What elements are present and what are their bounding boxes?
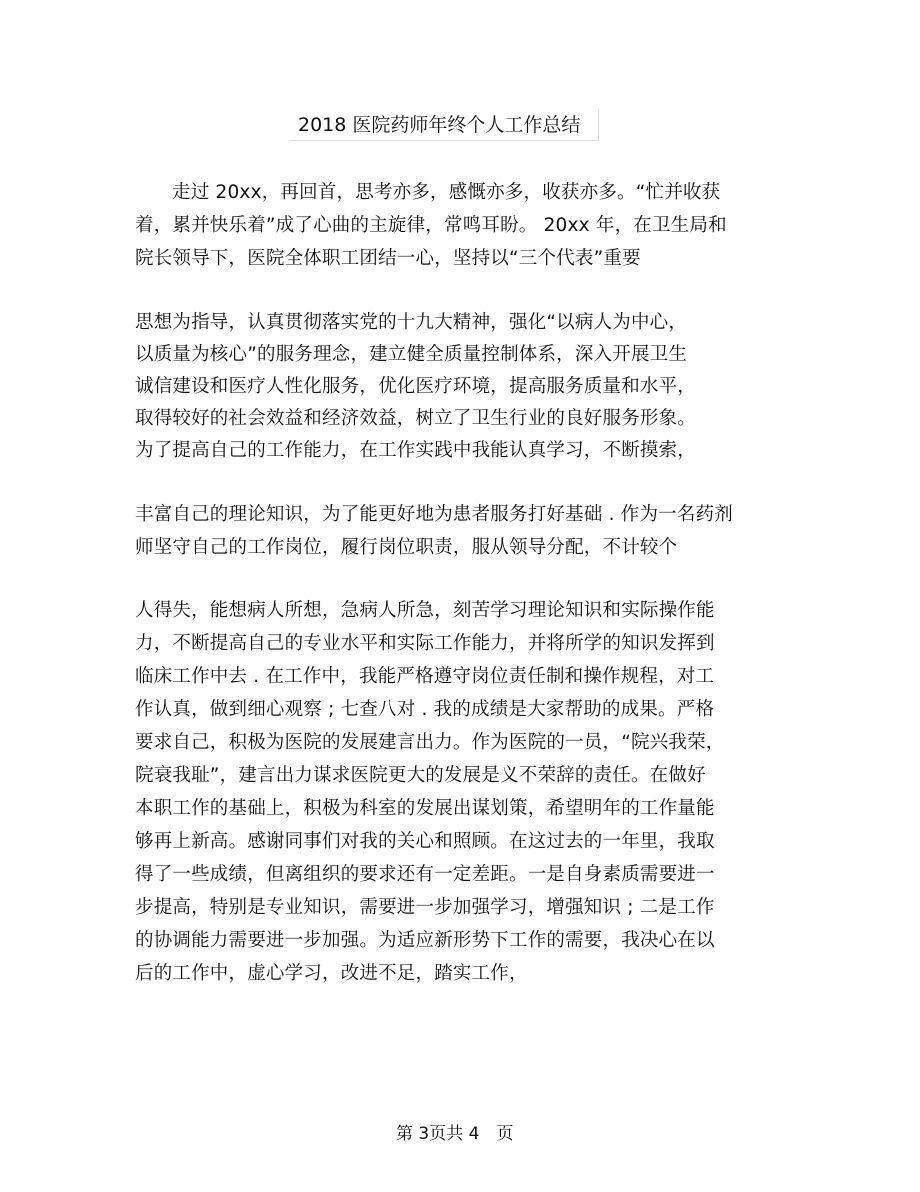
paragraph-line: 丰富自己的理论知识，为了能更好地为患者服务打好基础 . 作为一名药剂: [135, 504, 733, 525]
paragraph-line: 取得较好的社会效益和经济效益，树立了卫生行业的良好服务形象。: [135, 408, 697, 429]
paragraph-line: 后的工作中，虚心学习，改进不足，踏实工作，: [135, 963, 528, 984]
paragraph-line: 得了一些成绩，但离组织的要求还有一定差距。一是自身素质需要进一: [135, 864, 715, 885]
paragraph-line: 步提高，特别是专业知识，需要进一步加强学习，增强知识 ; 二是工作: [135, 897, 715, 918]
paragraph-line: 的协调能力需要进一步加强。为适应新形势下工作的需要，我决心在以: [135, 930, 715, 951]
document-title: 2018 医院药师年终个人工作总结: [290, 110, 599, 141]
paragraph-line: 要求自己，积极为医院的发展建言出力。作为医院的一员，“院兴我荣，: [135, 732, 725, 753]
paragraph-line: 师坚守自己的工作岗位，履行岗位职责，服从领导分配，不计较个: [135, 537, 678, 558]
paragraph-line: 以质量为核心”的服务理念，建立健全质量控制体系，深入开展卫生: [135, 344, 688, 365]
paragraph-line: 够再上新高。感谢同事们对我的关心和照顾。在这过去的一年里，我取: [135, 831, 715, 852]
paragraph-line: 思想为指导，认真贯彻落实党的十九大精神，强化“以病人为中心，: [135, 312, 688, 333]
paragraph-line: 人得失，能想病人所想，急病人所急，刻苦学习理论知识和实际操作能: [135, 600, 715, 621]
paragraph-line: 本职工作的基础上，积极为科室的发展出谋划策，希望明年的工作量能: [135, 798, 715, 819]
paragraph-line: 走过 20xx，再回首，思考亦多，感慨亦多，收获亦多。“忙并收获: [172, 182, 721, 203]
paragraph-line: 力，不断提高自己的专业水平和实际工作能力，并将所学的知识发挥到: [135, 633, 715, 654]
paragraph-line: 诚信建设和医疗人性化服务，优化医疗环境，提高服务质量和水平，: [135, 376, 697, 397]
paragraph-line: 为了提高自己的工作能力，在工作实践中我能认真学习，不断摸索，: [135, 440, 697, 461]
paragraph-line: 着，累并快乐着”成了心曲的主旋律，常鸣耳盼。 20xx 年，在卫生局和: [135, 215, 727, 236]
paragraph-line: 临床工作中去 . 在工作中，我能严格遵守岗位责任制和操作规程，对工: [135, 666, 715, 687]
paragraph-line: 院衰我耻”，建言出力谋求医院更大的发展是义不荣辞的责任。在做好: [135, 765, 706, 786]
paragraph-line: 院长领导下，医院全体职工团结一心，坚持以“三个代表”重要: [135, 248, 641, 269]
paragraph-line: 作认真，做到细心观察 ; 七查八对 . 我的成绩是大家帮助的成果。严格: [135, 699, 715, 720]
page-number-footer: 第 3页共 4 页: [396, 1124, 514, 1144]
